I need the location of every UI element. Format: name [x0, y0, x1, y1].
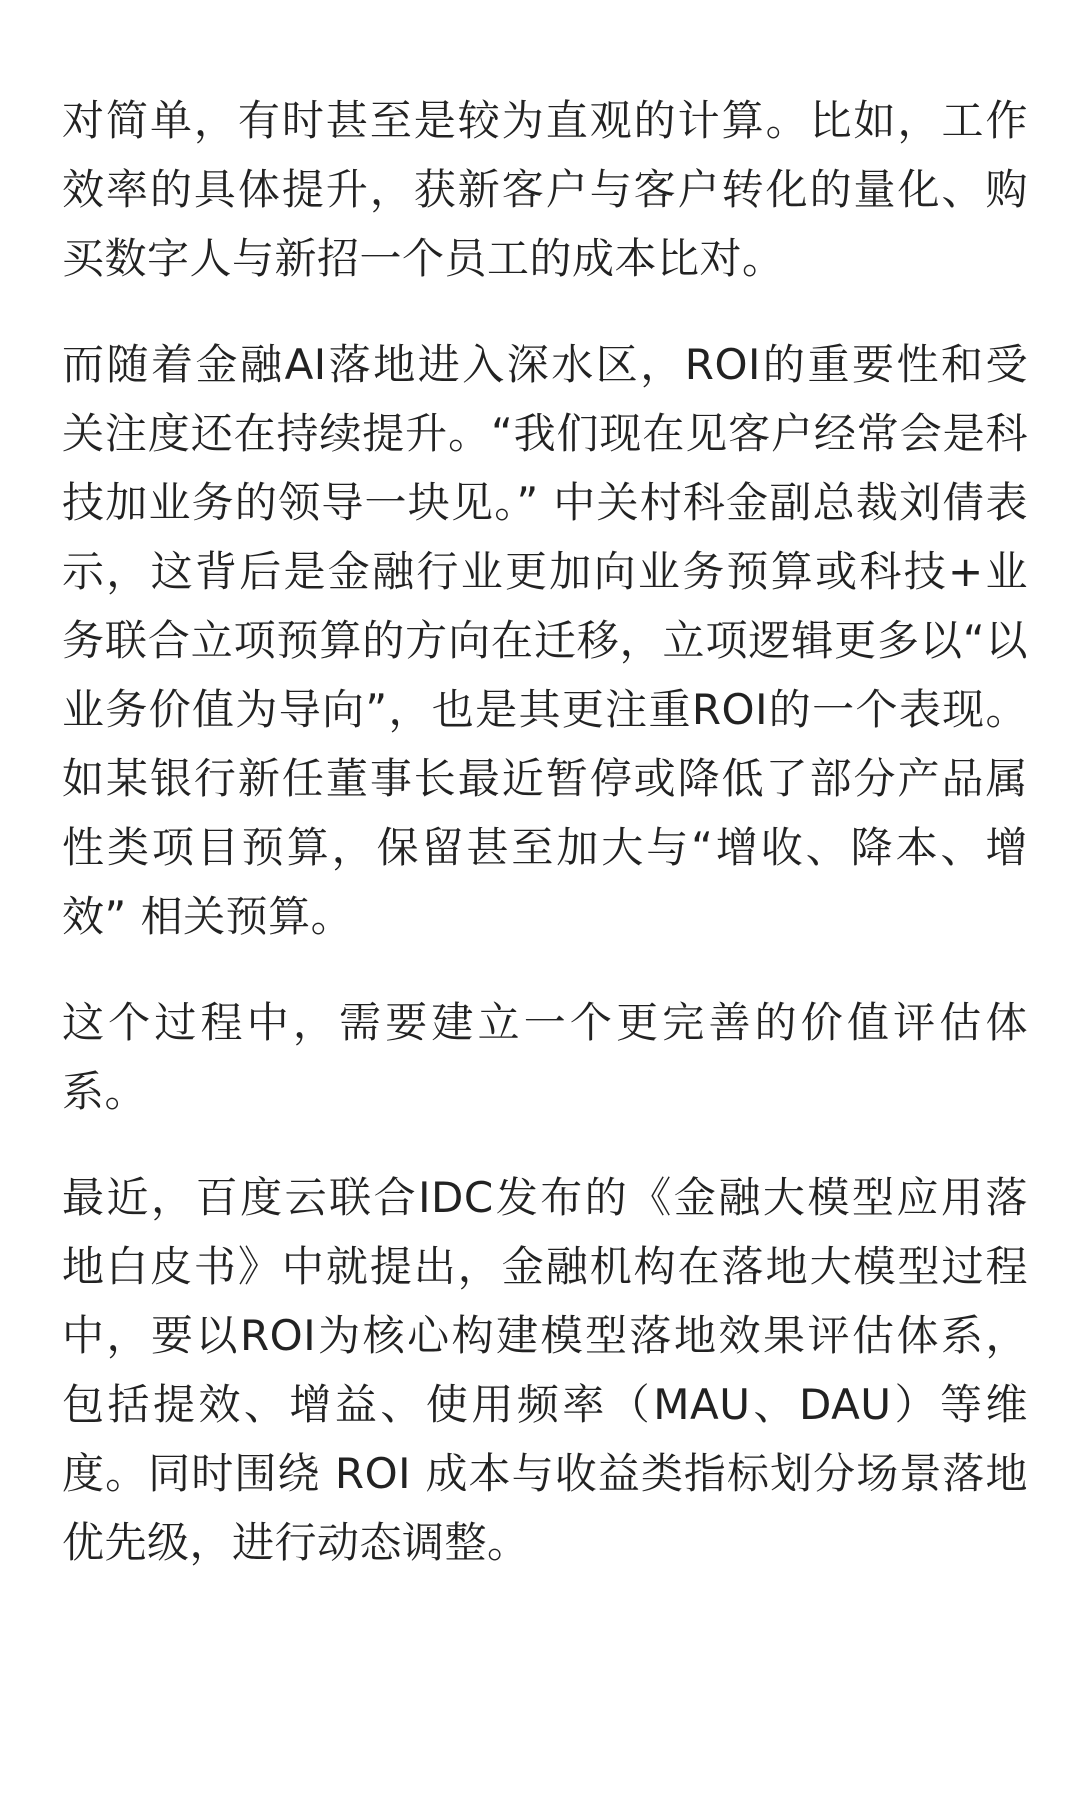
paragraph-efficiency-costs: 对简单，有时甚至是较为直观的计算。比如，工作效率的具体提升，获新客户与客户转化的量化、购买数字人与新招一个员工的成本比对。 — [62, 96, 1028, 283]
paragraph-value-system: 这个过程中，需要建立一个更完善的价值评估体系。 — [62, 998, 1028, 1116]
paragraph-roi-importance: 而随着金融AI落地进入深水区，ROI的重要性和受关注度还在持续提升。“我们现在见客户经常会是科技加业务的领导一块见。” 中关村科金副总裁刘倩表示，这背后是金融行业更加向业务预算或科技+业务联合立项预算的方向在迁移，立项逻辑更多以“以业务价值为导向”，也是其更注重ROI的一个表现。如某银行新任董事长最近暂停或降低了部分产品属性类项目预算，保留甚至加大与“增收、降本、增效” 相关预算。 — [62, 340, 1028, 941]
paragraph-whitepaper: 最近，百度云联合IDC发布的《金融大模型应用落地白皮书》中就提出，金融机构在落地大模型过程中，要以ROI为核心构建模型落地效果评估体系，包括提效、增益、使用频率（MAU、DAU）等维度。同时围绕 ROI 成本与收益类指标划分场景落地优先级，进行动态调整。 — [62, 1173, 1028, 1567]
article-body — [62, 86, 1028, 1577]
